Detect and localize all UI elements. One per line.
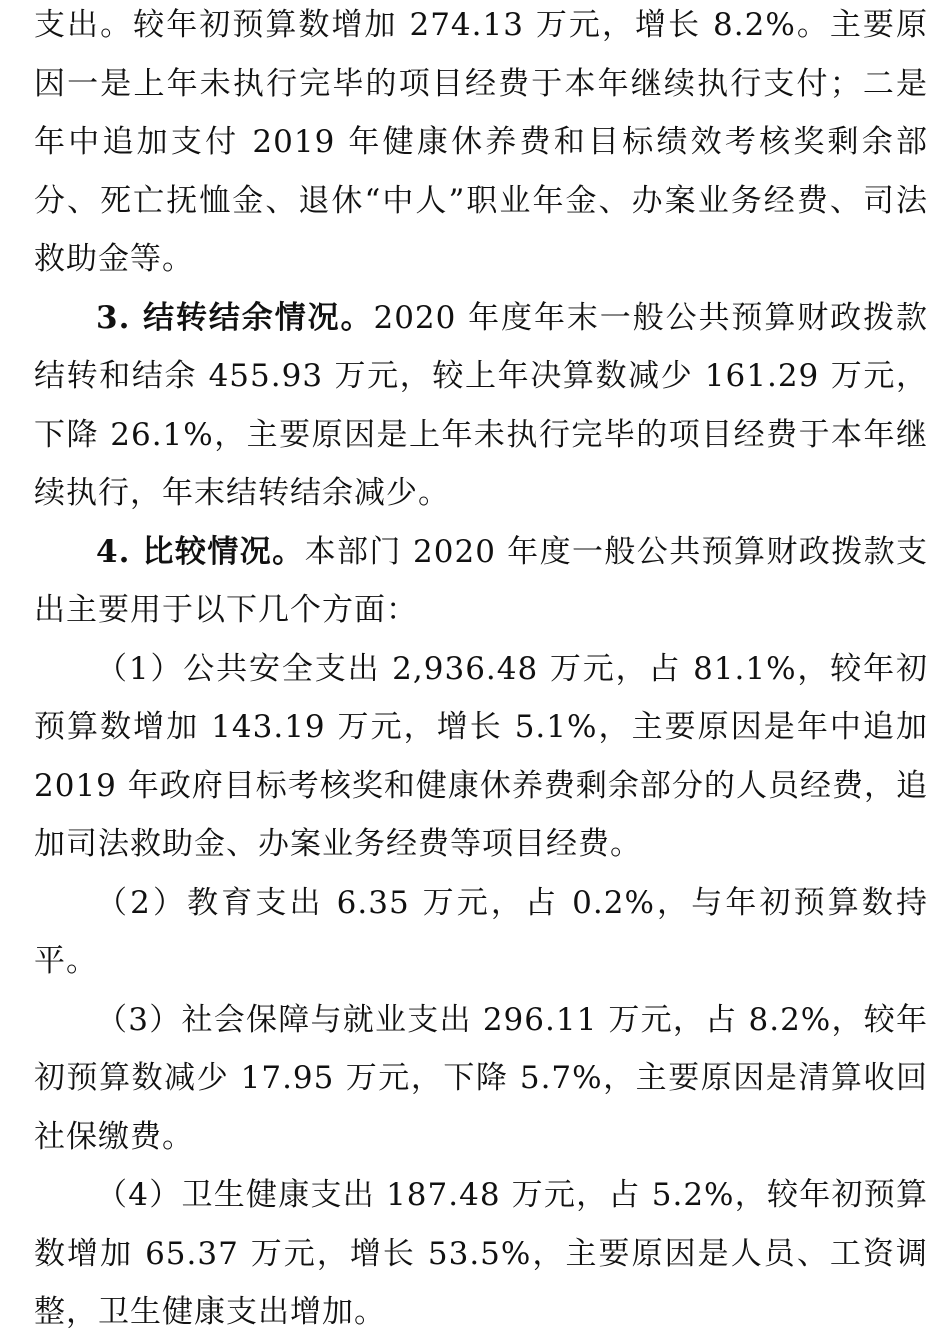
paragraph-comparison: [34, 523, 928, 640]
section-heading: 3. 结转结余情况。: [96, 299, 374, 336]
paragraph-text: （3）社会保障与就业支出 296.11 万元，占 8.2%，较年初预算数减少 17.95 万元，下降 5.7%，主要原因是清算收回社保缴费。: [34, 1001, 928, 1155]
paragraph-carryover-balance: [34, 289, 928, 523]
section-heading: 4. 比较情况。: [96, 533, 305, 570]
paragraph-public-safety: [34, 640, 928, 874]
paragraph-text: （2）教育支出 6.35 万元，占 0.2%，与年初预算数持平。: [34, 884, 928, 979]
paragraph-text: 本部门 2020 年度一般公共预算财政拨款支出主要用于以下几个方面：: [34, 533, 929, 628]
paragraph-text: （4）卫生健康支出 187.48 万元，占 5.2%，较年初预算数增加 65.37 万元，增长 53.5%，主要原因是人员、工资调整，卫生健康支出增加。: [34, 1177, 928, 1330]
paragraph-health: [34, 1166, 928, 1342]
paragraph-expenditure-continued: [34, 0, 928, 289]
paragraph-text: （1）公共安全支出 2,936.48 万元，占 81.1%，较年初预算数增加 143.19 万元，增长 5.1%，主要原因是年中追加 2019 年政府目标考核奖和健康休养费剩余部分的人员经费，追加司法救助金、办案业务经费等项目经费。: [34, 650, 928, 862]
paragraph-text: 支出。较年初预算数增加 274.13 万元，增长 8.2%。主要原因一是上年未执行完毕的项目经费于本年继续执行支付；二是年中追加支付 2019 年健康休养费和目标绩效考核奖剩余部分、死亡抚恤金、退休“中人”职业年金、办案业务经费、司法救助金等。: [34, 7, 928, 277]
paragraph-education: [34, 874, 928, 991]
paragraph-text: 2020 年度年末一般公共预算财政拨款结转和结余 455.93 万元，较上年决算数减少 161.29 万元，下降 26.1%，主要原因是上年未执行完毕的项目经费于本年继续执行，年末结转结余减少。: [34, 299, 929, 511]
paragraph-social-security: [34, 991, 928, 1167]
